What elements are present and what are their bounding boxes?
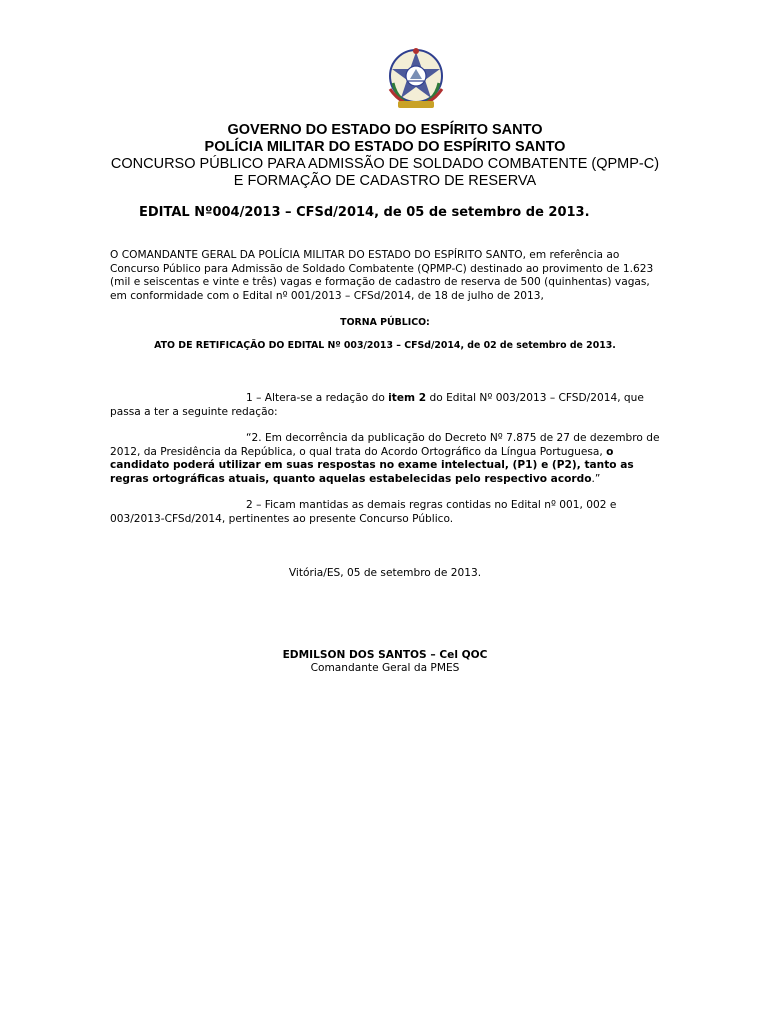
item-1-line: passa a ter a seguinte redação: xyxy=(110,405,278,418)
intro-line: (mil e seiscentas e vinte e três) vagas e formação de cadastro de reserva de 500 (quinhentas) vagas, xyxy=(110,276,650,288)
intro-line: em conformidade com o Edital nº 001/2013 – CFSd/2014, de 18 de julho de 2013, xyxy=(110,289,544,302)
state-coat-of-arms-icon xyxy=(384,45,448,111)
header-contest: CONCURSO PÚBLICO PARA ADMISSÃO DE SOLDADO COMBATENTE (QPMP-C) xyxy=(110,156,660,172)
item-2-reference: item 2 xyxy=(388,392,427,404)
item-2-line: 003/2013-CFSd/2014, pertinentes ao presente Concurso Público. xyxy=(110,512,454,525)
signatory-role: Comandante Geral da PMES xyxy=(310,662,460,674)
quote-line: 2012, da Presidência da República, o qual trata do Acordo Ortográfico da Língua Portuguesa, o xyxy=(110,445,614,458)
item-1-paragraph xyxy=(110,392,724,419)
quote-line: candidato poderá utilizar em suas respostas no exame intelectual, (P1) e (P2), tanto as xyxy=(110,459,634,471)
quote-line: “2. Em decorrência da publicação do Decreto Nº 7.875 de 27 de dezembro de xyxy=(246,432,660,444)
item-2-line: 2 – Ficam mantidas as demais regras contidas no Edital nº 001, 002 e xyxy=(246,499,617,511)
item-2-paragraph xyxy=(110,499,724,526)
header-reserve: E FORMAÇÃO DE CADASTRO DE RESERVA xyxy=(233,173,537,189)
intro-line: Concurso Público para Admissão de Soldado Combatente (QPMP-C) destinado ao provimento de 1.623 xyxy=(110,262,654,275)
place-date: Vitória/ES, 05 de setembro de 2013. xyxy=(288,567,482,579)
intro-line: O COMANDANTE GERAL DA POLÍCIA MILITAR DO ESTADO DO ESPÍRITO SANTO, em referência ao xyxy=(110,249,620,261)
item-2-quote-paragraph xyxy=(110,432,724,486)
signatory-name: EDMILSON DOS SANTOS – Cel QOC xyxy=(282,649,488,661)
quote-line: regras ortográficas atuais, quanto aquelas estabelecidas pelo respectivo acordo.” xyxy=(110,472,601,485)
torna-publico-heading: TORNA PÚBLICO: xyxy=(340,317,430,328)
ato-retificacao-heading: ATO DE RETIFICAÇÃO DO EDITAL Nº 003/2013 – CFSd/2014, de 02 de setembro de 2013. xyxy=(154,340,616,351)
intro-paragraph xyxy=(110,249,724,303)
header-police: POLÍCIA MILITAR DO ESTADO DO ESPÍRITO SANTO xyxy=(204,139,566,155)
header-government: GOVERNO DO ESTADO DO ESPÍRITO SANTO xyxy=(227,122,543,138)
item-1-line: 1 – Altera-se a redação do item 2 do Edital Nº 003/2013 – CFSD/2014, que xyxy=(246,392,644,404)
edital-title: EDITAL Nº004/2013 – CFSd/2014, de 05 de setembro de 2013. xyxy=(139,205,590,220)
